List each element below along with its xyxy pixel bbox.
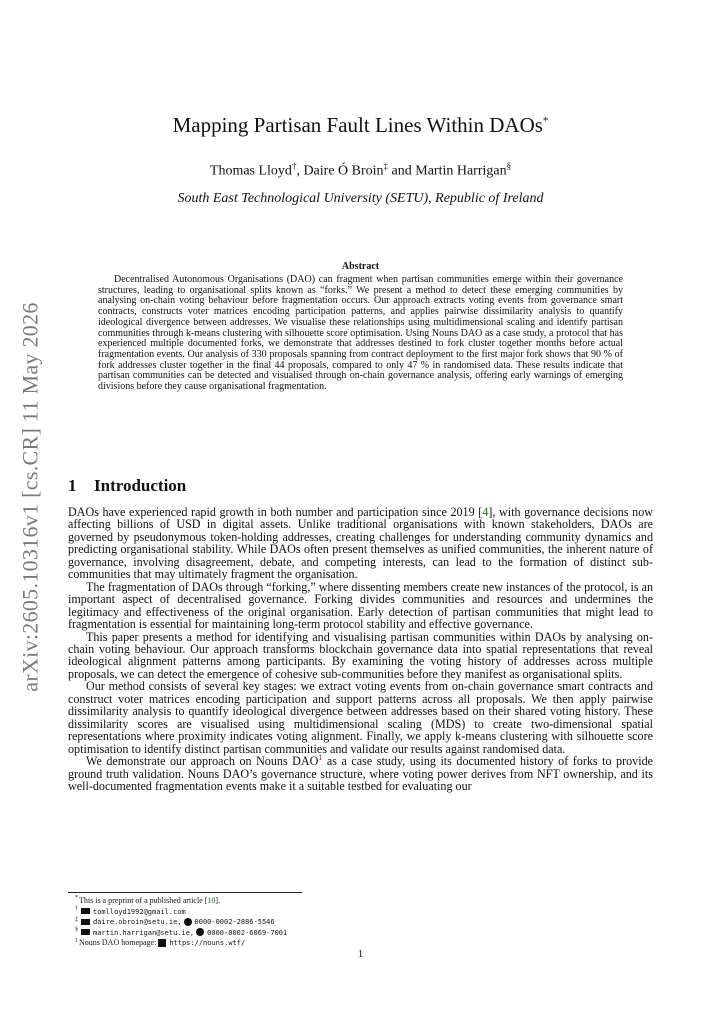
footnote-text: Nouns DAO homepage:	[79, 938, 157, 948]
envelope-icon	[81, 908, 90, 914]
author-mark: †	[291, 161, 297, 171]
url-link[interactable]: https://nouns.wtf/	[169, 939, 246, 948]
author-separator: ,	[296, 163, 304, 179]
orcid-icon	[196, 928, 204, 936]
footnotes	[75, 896, 635, 949]
orcid-icon	[184, 918, 192, 926]
footnote-text: This is a preprint of a published article [	[79, 896, 208, 905]
citation-link[interactable]: 4	[482, 505, 489, 519]
abstract-heading: Abstract	[341, 261, 380, 272]
section-title: Introduction	[94, 476, 187, 495]
footnote	[75, 907, 635, 918]
page-number: 1	[357, 948, 364, 960]
footnote-text: ].	[215, 896, 221, 905]
author-separator: and	[388, 163, 416, 179]
footnote-ref-link[interactable]: 1	[318, 753, 323, 763]
envelope-icon	[81, 929, 90, 935]
arxiv-stamp-text: arXiv:2605.10316v1 [cs.CR] 11 May 2026	[18, 302, 44, 692]
email-link[interactable]: daire.obroin@setu.ie,	[93, 918, 182, 927]
orcid-link[interactable]: 0000-0002-2886-5546	[194, 918, 275, 927]
affiliation: South East Technological University (SETU), Republic of Ireland	[177, 191, 544, 206]
body-text	[68, 506, 653, 792]
paragraph-text: as a case study, using its documented history of forks to provide ground truth validation. Nouns DAO’s governance structure, where voting power derives from NFT ownership, and its well-documented fragmentation events make it a suitable testbed for evaluating our	[68, 754, 654, 793]
paper-title-text: Mapping Partisan Fault Lines Within DAOs	[172, 113, 543, 137]
paragraph: This paper presents a method for identifying and visualising partisan communities within DAOs by analysing on-chain voting behaviour. Our approach transforms blockchain governance data into spatial representations that reveal ideological alignment patterns among participants. By examining the voting history of addresses across multiple proposals, we can detect the emergence of cohesive sub-communities before they manifest as organisational splits.	[68, 629, 653, 681]
arxiv-stamp	[18, 294, 44, 700]
paragraph-text: ], with governance decisions now affecting billions of USD in digital assets. Unlike traditional organisations with known stakeholders, DAOs are governed by pseudonymous token-holding addresses, creating challenges for understanding community dynamics and predicting organisational stability. While DAOs often present themselves as unified communities, the inherent nature of governance, involving disagreement, debate, and competing interests, can lead to the formation of distinct sub-communities that may ultimately fragment the organisation.	[68, 505, 653, 582]
author-name: Martin Harrigan	[415, 163, 507, 179]
paragraph-text: DAOs have experienced rapid growth in both number and participation since 2019 [	[68, 505, 483, 519]
footnote-mark: §	[75, 927, 78, 934]
title-footnote-mark: *	[542, 115, 549, 127]
citation-link[interactable]: 10	[207, 896, 216, 905]
author-mark: §	[506, 161, 512, 171]
footnote-mark: 1	[75, 937, 78, 944]
footnote	[75, 917, 635, 928]
email-link[interactable]: martin.harrigan@setu.ie,	[93, 928, 195, 937]
footnote	[75, 896, 635, 907]
footnote-mark: †	[75, 905, 78, 912]
paragraph: The fragmentation of DAOs through “forking,” where dissenting members create new instances of the protocol, is an important aspect of decentralised governance. Forking divides communities and resources and undermines the legitimacy and effectiveness of the original organisation. Early detection of partisan communities that might lead to fragmentation is essential for maintaining long-term protocol stability and effective governance.	[68, 579, 653, 632]
email-link[interactable]: tomlloyd1992@gmail.com	[93, 907, 186, 916]
paragraph	[68, 506, 653, 581]
section-heading	[68, 476, 186, 496]
paragraph-text: We demonstrate our approach on Nouns DAO	[86, 754, 319, 769]
orcid-link[interactable]: 0000-0002-6069-7001	[207, 928, 288, 937]
section-number: 1	[68, 476, 77, 495]
author-mark: ‡	[383, 161, 389, 171]
footnote-rule	[68, 892, 302, 893]
paragraph: Our method consists of several key stages: we extract voting events from on-chain governance smart contracts and construct voter matrices encoding participation and support patterns across all proposals. We then apply pairwise dissimilarity analysis to quantify ideological divergence between addresses based on their shared voting history. These dissimilarity scores are visualised using multidimensional scaling (MDS) to create two-dimensional spatial representations where proximity indicates voting alignment. Finally, we apply k-means clustering with silhouette score optimisation to identify distinct partisan communities and validate our results against randomised data.	[68, 679, 653, 756]
footnote	[75, 928, 635, 939]
abstract-text: Decentralised Autonomous Organisations (DAO) can fragment when partisan communities emerge within their governance structures, leading to organisational splits known as “forks.” We present a method to detect these emerging communities by analysing on-chain voting behaviour before fragmentation occurs. Our approach extracts voting events from governance smart contracts, constructs voter matrices encoding participation patterns, and applies pairwise dissimilarity analysis to quantify ideological divergence between addresses. We visualise these relationships using multidimensional scaling and identify partisan communities through k-means clustering with silhouette score optimisation. Using Nouns DAO as a case study, a protocol that has experienced multiple documented forks, we demonstrate that addresses destined to fork cluster together months before actual fragmentation events. Our analysis of 330 proposals spanning from contract deployment to the first major fork shows that 90 % of fork addresses cluster together in the final 44 proposals, compared to only 47 % in randomised data. These results indicate that partisan communities can be detected and visualised through on-chain governance analysis, offering early warnings of emerging divisions before they cause organisational fragmentation.	[98, 274, 623, 393]
author-list	[0, 161, 721, 180]
paper-title	[0, 113, 721, 138]
external-link-icon	[158, 939, 166, 947]
footnote-mark: *	[75, 895, 78, 902]
author-name: Thomas Lloyd	[209, 163, 292, 179]
paragraph	[68, 755, 653, 792]
author-name: Daire Ó Broin	[303, 163, 384, 179]
envelope-icon	[81, 919, 90, 925]
footnote-mark: ‡	[75, 916, 78, 923]
